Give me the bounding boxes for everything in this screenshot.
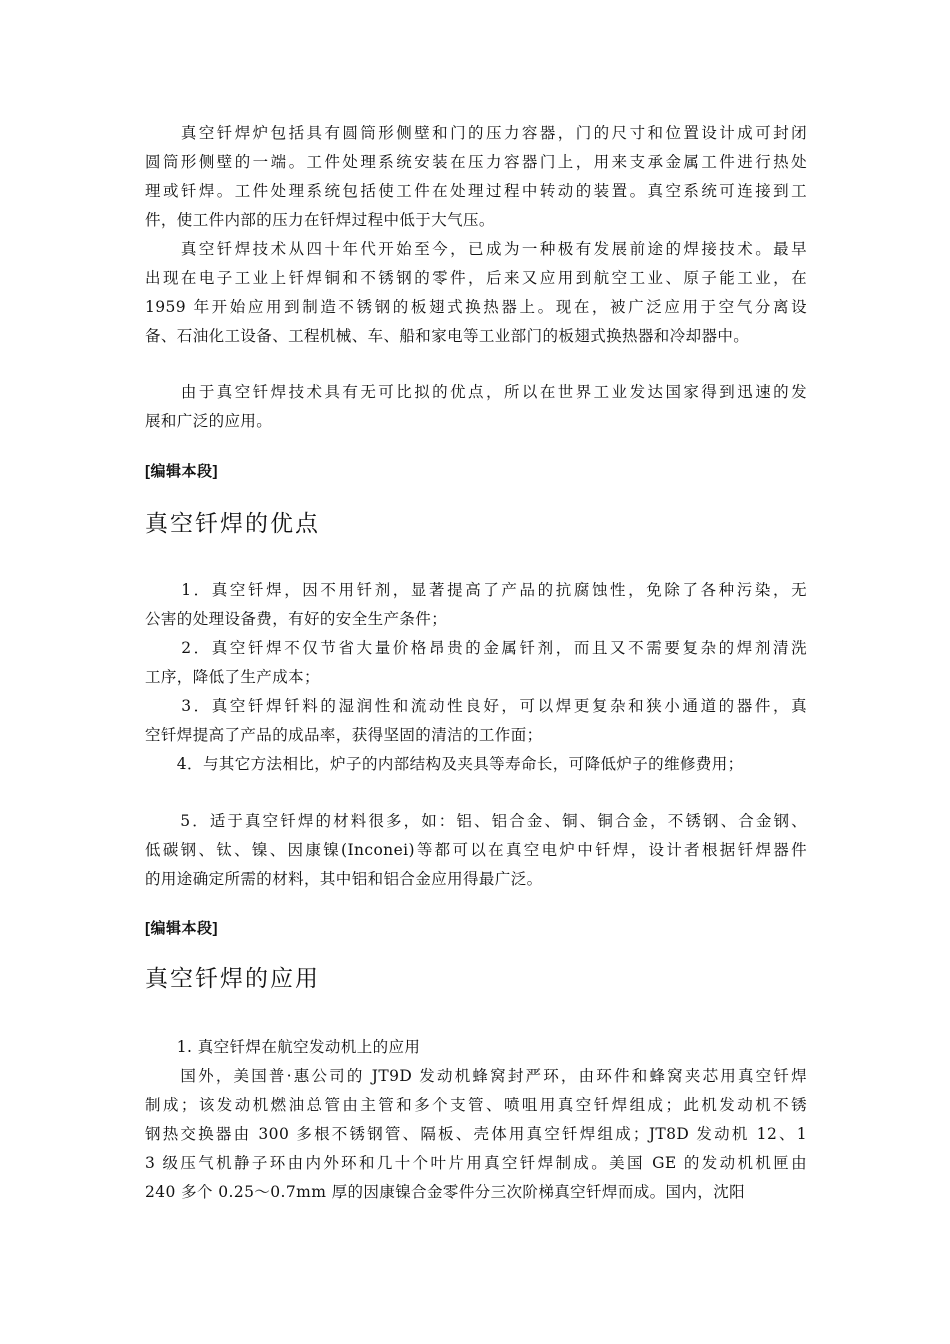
- text-line: 圆筒形侧壁的一端。工件处理系统安装在压力容器门上，用来支承金属工件进行热处: [145, 153, 807, 171]
- text-line: 真空钎焊技术从四十年代开始至今，已成为一种极有发展前途的焊接技术。最早: [145, 240, 807, 258]
- intro-paragraph-3: [145, 378, 807, 436]
- edit-section-link[interactable]: [编辑本段]: [145, 920, 218, 937]
- text-line: 2．真空钎焊不仅节省大量价格昂贵的金属钎剂，而且又不需要复杂的焊剂清洗: [145, 639, 807, 657]
- text-line: 由于真空钎焊技术具有无可比拟的优点，所以在世界工业发达国家得到迅速的发: [145, 383, 807, 401]
- advantage-item-1: [145, 576, 807, 634]
- advantage-item-2: [145, 634, 807, 692]
- text-line: 1．真空钎焊，因不用钎剂，显著提高了产品的抗腐蚀性，免除了各种污染，无: [145, 581, 807, 599]
- advantage-item-3: [145, 692, 807, 750]
- text-line: 展和广泛的应用。: [145, 412, 273, 430]
- text-line: 1959 年开始应用到制造不锈钢的板翅式换热器上。现在，被广泛应用于空气分离设: [145, 298, 807, 316]
- text-line: 出现在电子工业上钎焊铜和不锈钢的零件，后来又应用到航空工业、原子能工业，在: [145, 269, 807, 287]
- text-line: 3 级压气机静子环由内外环和几十个叶片用真空钎焊制成。美国 GE 的发动机机匣由: [145, 1154, 807, 1172]
- text-line: 公害的处理设备费，有好的安全生产条件；: [145, 610, 448, 628]
- text-line: 低碳钢、钛、镍、因康镍(Inconei)等都可以在真空电炉中钎焊，设计者根据钎焊器件: [145, 841, 807, 859]
- advantage-item-5: [145, 807, 807, 894]
- text-line: 工序，降低了生产成本；: [145, 668, 320, 686]
- text-line: 1. 真空钎焊在航空发动机上的应用: [145, 1038, 421, 1056]
- text-line: 5．适于真空钎焊的材料很多，如：铝、铝合金、铜、铜合金，不锈钢、合金钢、: [145, 812, 807, 830]
- edit-section-link[interactable]: [编辑本段]: [145, 463, 218, 480]
- text-line: 备、石油化工设备、工程机械、车、船和家电等工业部门的板翅式换热器和冷却器中。: [145, 327, 750, 345]
- text-line: 4．与其它方法相比，炉子的内部结构及夹具等寿命长，可降低炉子的维修费用；: [145, 755, 744, 773]
- text-line: 理或钎焊。工件处理系统包括使工件在处理过程中转动的装置。真空系统可连接到工: [145, 182, 807, 200]
- intro-paragraph-2: [145, 235, 807, 351]
- text-line: 制成；该发动机燃油总管由主管和多个支管、喷咀用真空钎焊组成；此机发动机不锈: [145, 1096, 807, 1114]
- text-line: 件，使工件内部的压力在钎焊过程中低于大气压。: [145, 211, 495, 229]
- text-line: 240 多个 0.25～0.7mm 厚的因康镍合金零件分三次阶梯真空钎焊而成。国内，沈阳: [145, 1183, 746, 1201]
- text-line: 的用途确定所需的材料，其中铝和铝合金应用得最广泛。: [145, 870, 543, 888]
- text-line: 钢热交换器由 300 多根不锈钢管、隔板、壳体用真空钎焊组成；JT8D 发动机 12、1: [145, 1125, 807, 1143]
- text-line: 国外，美国普·惠公司的 JT9D 发动机蜂窝封严环，由环件和蜂窝夹芯用真空钎焊: [145, 1067, 807, 1085]
- section-heading-advantages: 真空钎焊的优点: [145, 511, 320, 537]
- text-line: 3．真空钎焊钎料的湿润性和流动性良好，可以焊更复杂和狭小通道的器件，真: [145, 697, 807, 715]
- application-paragraph: [145, 1062, 807, 1207]
- advantage-item-4: [145, 750, 807, 779]
- intro-paragraph-1: [145, 119, 807, 235]
- section-heading-applications: 真空钎焊的应用: [145, 966, 320, 992]
- text-line: 空钎焊提高了产品的成品率，获得坚固的清洁的工作面；: [145, 726, 543, 744]
- application-subheading: [145, 1033, 807, 1062]
- text-line: 真空钎焊炉包括具有圆筒形侧壁和门的压力容器，门的尺寸和位置设计成可封闭: [145, 124, 807, 142]
